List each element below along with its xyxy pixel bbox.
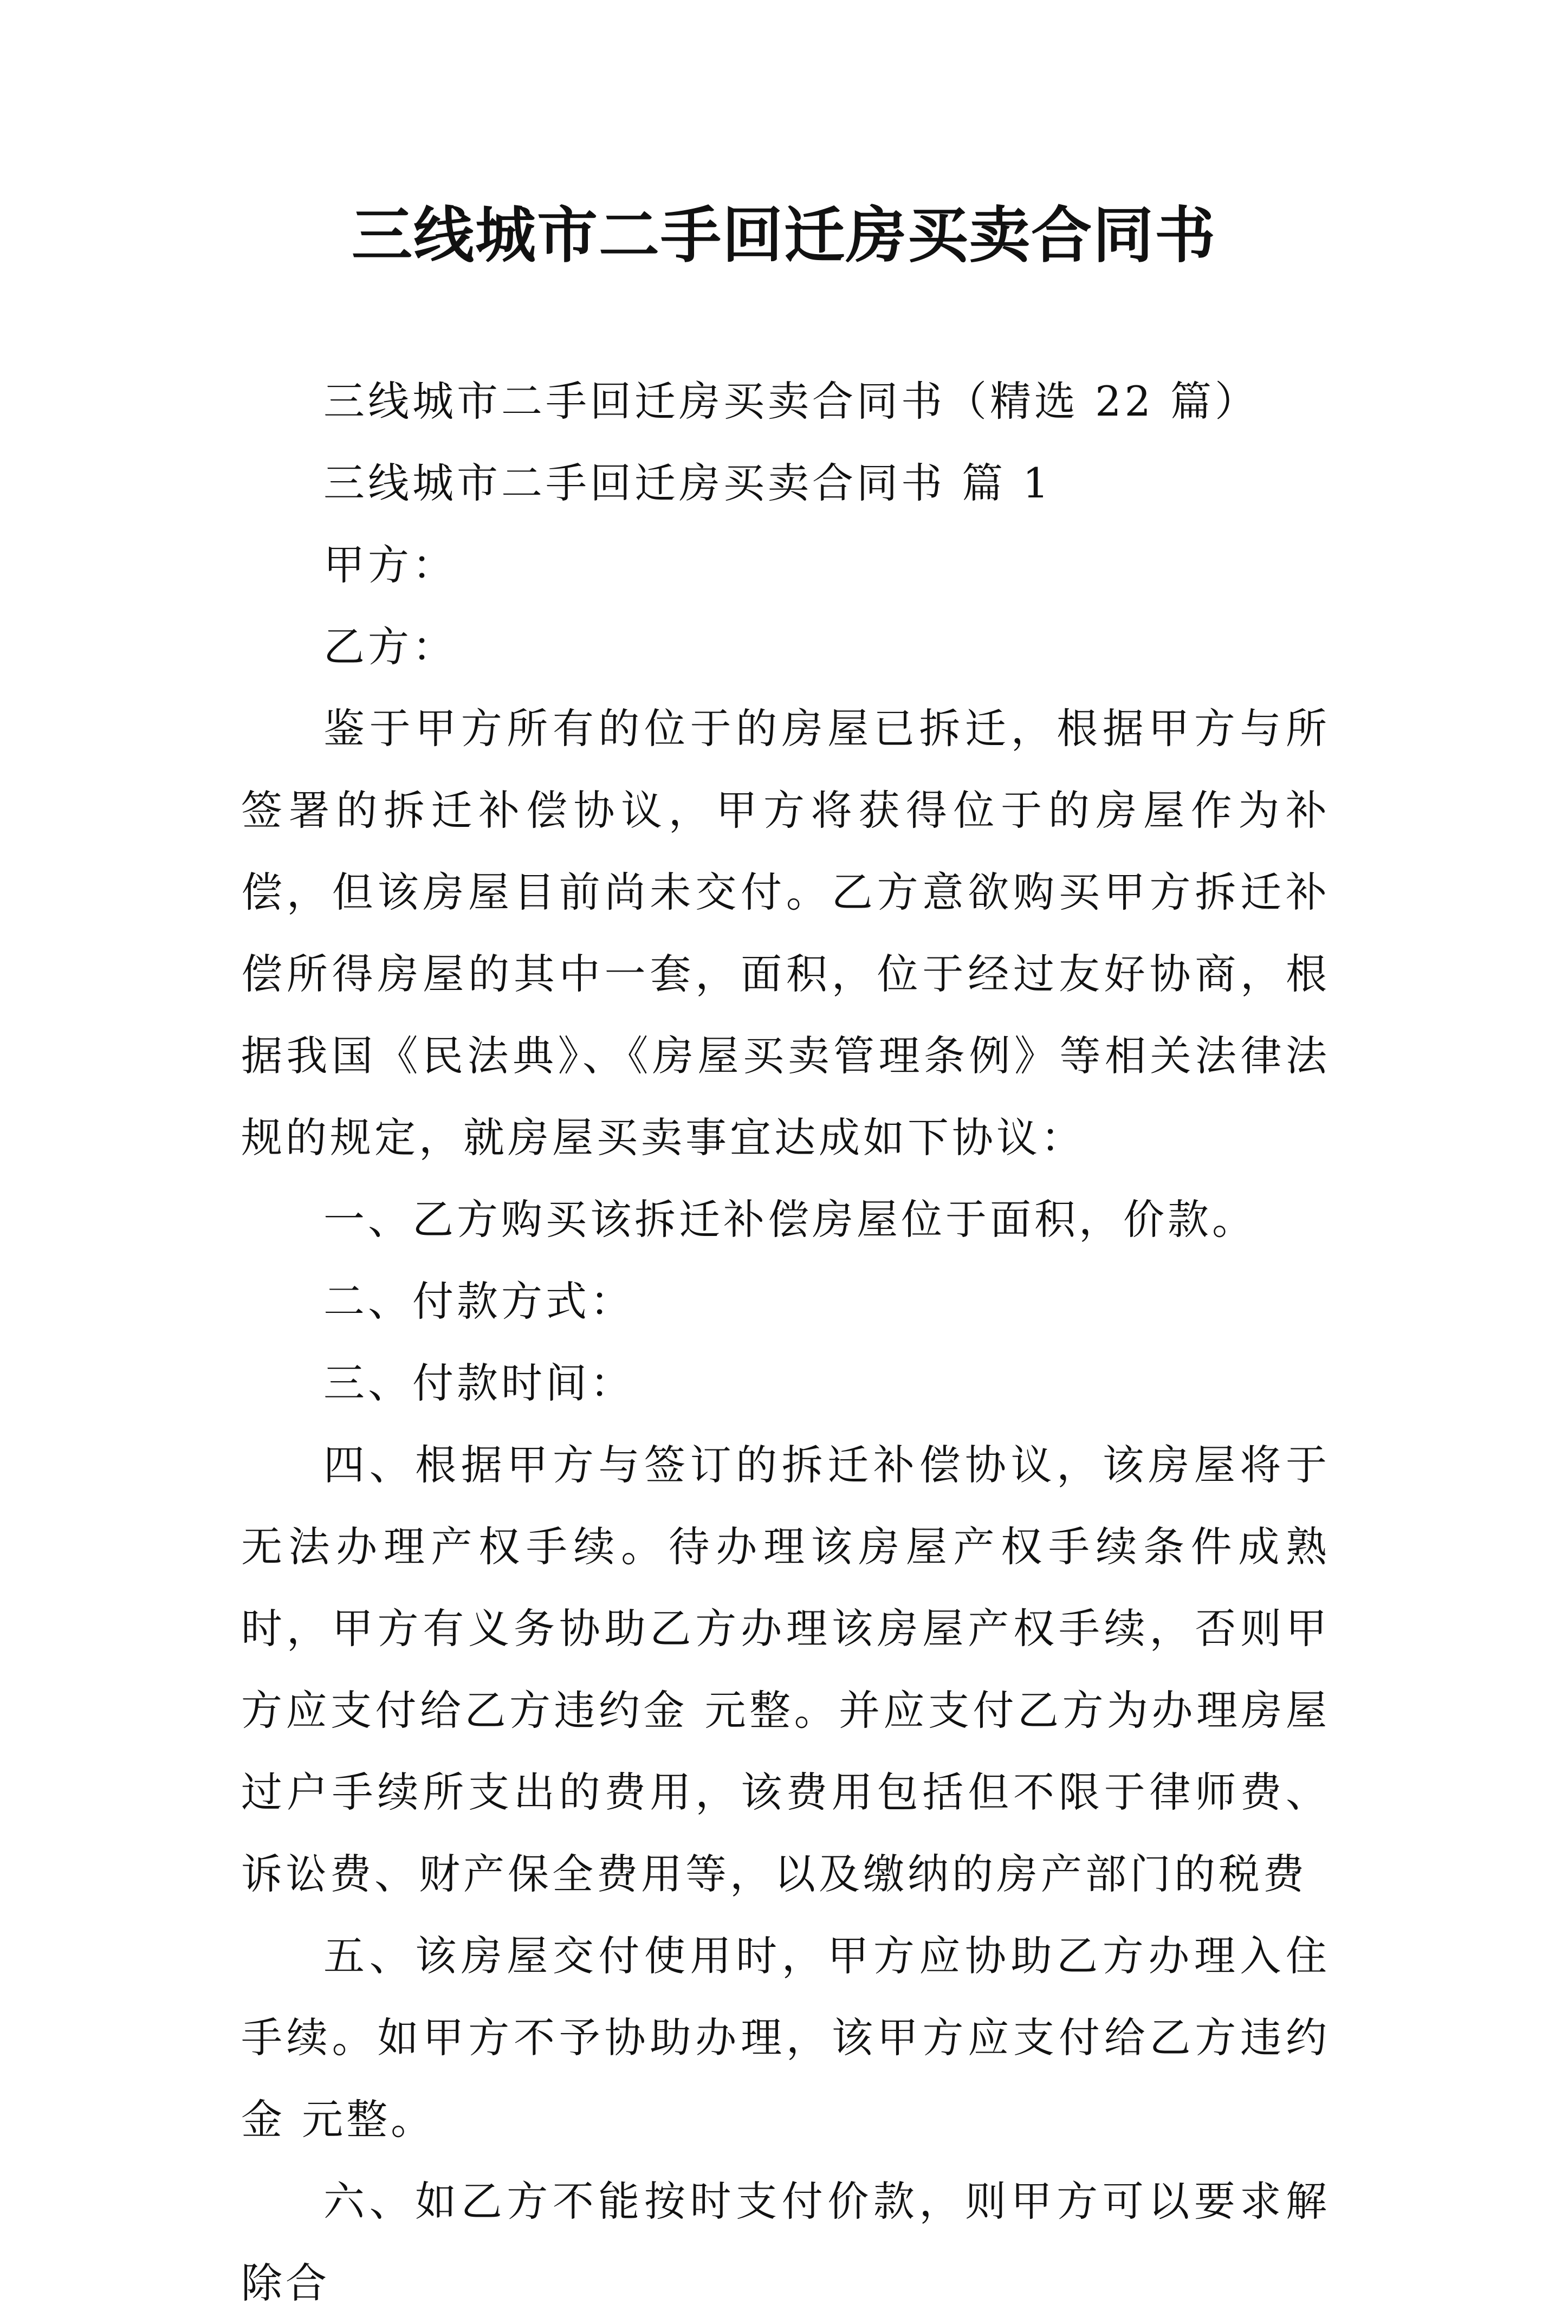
paragraph-clause-2: 二、付款方式： — [323, 1277, 634, 1325]
paragraph-section-heading: 三线城市二手回迁房买卖合同书 篇 1 — [323, 459, 1052, 507]
paragraph-clause-4: 四、根据甲方与签订的拆迁补偿协议，该房屋将于无法办理产权手续。待办理该房屋产权手续条件成熟时，甲方有义务协助乙方办理该房屋产权手续，否则甲方应支付给乙方违约金 元整。并应支付乙方为办理房屋过户手续所支出的费用，该费用包括但不限于律师费、诉讼费、财产保全费用等，以及缴纳的房产部门的税费 — [241, 1441, 1330, 1898]
paragraph-party-b: 乙方： — [323, 623, 457, 671]
paragraph-subtitle: 三线城市二手回迁房买卖合同书（精选 22 篇） — [323, 377, 1260, 425]
paragraph-clause-3: 三、付款时间： — [323, 1359, 634, 1407]
paragraph-clause-6: 六、如乙方不能按时支付价款，则甲方可以要求解除合 — [241, 2177, 1330, 2307]
document-body — [241, 360, 1330, 2324]
document-title: 三线城市二手回迁房买卖合同书 — [352, 200, 1216, 271]
paragraph-clause-5: 五、该房屋交付使用时，甲方应协助乙方办理入住手续。如甲方不予协助办理，该甲方应支付给乙方违约金 元整。 — [241, 1932, 1330, 2144]
paragraph-preamble: 鉴于甲方所有的位于的房屋已拆迁，根据甲方与所签署的拆迁补偿协议，甲方将获得位于的房屋作为补偿，但该房屋目前尚未交付。乙方意欲购买甲方拆迁补偿所得房屋的其中一套，面积，位于经过友好协商，根据我国《民法典》、《房屋买卖管理条例》等相关法律法规的规定，就房屋买卖事宜达成如下协议： — [241, 704, 1330, 1162]
paragraph-party-a: 甲方： — [323, 541, 457, 589]
paragraph-clause-1: 一、乙方购买该拆迁补偿房屋位于面积，价款。 — [323, 1195, 1256, 1244]
